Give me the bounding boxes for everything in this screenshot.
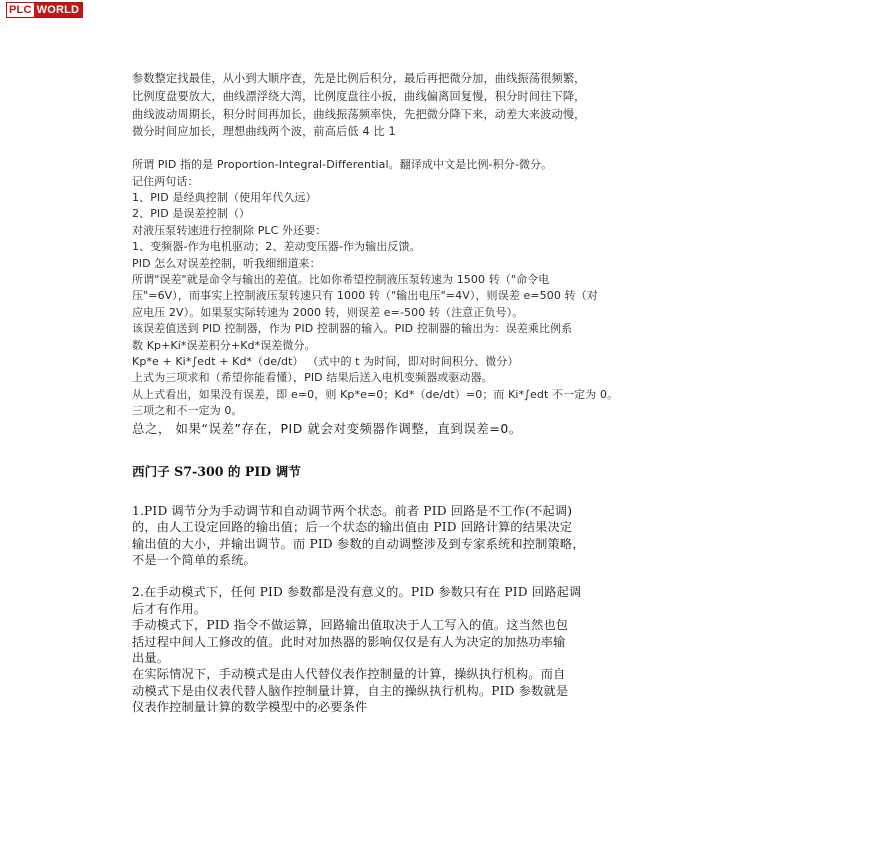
text-line: 记住两句话： xyxy=(132,174,199,188)
text-line: 动模式下是由仪表代替人脑作控制量计算，自主的操纵执行机构。PID 参数就是 xyxy=(132,683,569,698)
text-line: 1、PID 是经典控制（使用年代久远） xyxy=(132,191,317,204)
text-line: 手动模式下，PID 指令不做运算，回路输出值取决于人工写入的值。这当然也包 xyxy=(132,618,569,633)
text-line: PID 怎么对误差控制，听我细细道来： xyxy=(132,256,321,270)
text-line: 微分时间应加长，理想曲线两个波，前高后低 4 比 1 xyxy=(132,125,396,139)
text-line: 2、PID 是误差控制（） xyxy=(132,207,251,221)
text-line: 仪表作控制量计算的数学模型中的必要条件 xyxy=(132,700,368,715)
text-line: 数 Kp+Ki*误差积分+Kd*误差微分。 xyxy=(132,338,316,352)
logo-plc-text: PLC xyxy=(9,4,32,16)
text-line: 的，由人工设定回路的输出值；后一个状态的输出值由 PID 回路计算的结果决定 xyxy=(132,520,573,535)
text-line: 曲线波动周期长，积分时间再加长，曲线振荡频率快，先把微分降下来，动差大来波动慢， xyxy=(132,107,586,121)
text-line: 输出值的大小，并输出调节。而 PID 参数的自动调整涉及到专家系统和控制策略， xyxy=(132,536,585,551)
text-line: 后才有作用。 xyxy=(132,601,207,616)
text-line: 对液压泵转速进行控制除 PLC 外还要： xyxy=(132,223,327,237)
text-line: 不是一个简单的系统。 xyxy=(132,552,256,567)
text-line: 三项之和不一定为 0。 xyxy=(132,404,243,418)
text-line: 2.在手动模式下，任何 PID 参数都是没有意义的。PID 参数只有在 PID 回路起调 xyxy=(132,585,582,600)
siemens-paragraph-2 xyxy=(132,584,740,715)
siemens-paragraph-1 xyxy=(132,503,740,569)
text-line: 该误差值送到 PID 控制器，作为 PID 控制器的输入。PID 控制器的输出为：误差乘比例系 xyxy=(132,322,573,336)
plc-world-logo xyxy=(6,2,83,18)
formula-line: Kp*e + Ki*∫edt + Kd*（de/dt） （式中的 t 为时间，即对时间积分、微分） xyxy=(132,355,519,369)
logo-world-text: WORLD xyxy=(34,3,83,17)
document-body xyxy=(132,70,740,716)
text-line: 出量。 xyxy=(132,650,170,665)
text-line: 所谓"误差"就是命令与输出的差值。比如你希望控制液压泵转速为 1500 转（"命令电 xyxy=(132,273,550,287)
text-line: 所谓 PID 指的是 Proportion-Integral-Differential。翻译成中文是比例-积分-微分。 xyxy=(132,158,553,172)
text-line: 上式为三项求和（希望你能看懂），PID 结果后送入电机变频器或驱动器。 xyxy=(132,371,493,385)
text-line: 括过程中间人工修改的值。此时对加热器的影响仅仅是有人为决定的加热功率输 xyxy=(132,634,566,649)
text-line: 从上式看出，如果没有误差，即 e=0，则 Kp*e=0；Kd*（de/dt）=0；而 Ki*∫edt 不一定为 0。 xyxy=(132,387,619,401)
section-title: 西门子 S7-300 的 PID 调节 xyxy=(132,463,301,479)
summary-line: 总之， 如果“误差”存在，PID 就会对变频器作调整，直到误差=0。 xyxy=(132,420,522,436)
text-line: 应电压 2V）。如果泵实际转速为 2000 转，则误差 e=-500 转（注意正负号）。 xyxy=(132,305,524,319)
text-line: 比例度盘要放大，曲线漂浮绕大湾，比例度盘往小扳，曲线偏离回复慢，积分时间往下降， xyxy=(132,89,586,103)
text-line: 参数整定找最佳，从小到大顺序查，先是比例后积分，最后再把微分加，曲线振荡很频繁， xyxy=(132,72,586,85)
tuning-paragraph xyxy=(132,70,740,141)
text-line: 在实际情况下，手动模式是由人代替仪表作控制量的计算，操纵执行机构。而自 xyxy=(132,667,566,682)
text-line: 1、变频器-作为电机驱动；2、差动变压器-作为输出反馈。 xyxy=(132,240,421,254)
pid-explanation xyxy=(132,157,740,420)
text-line: 1.PID 调节分为手动调节和自动调节两个状态。前者 PID 回路是不工作(不起调) xyxy=(132,503,573,518)
text-line: 压"=6V），而事实上控制液压泵转速只有 1000 转（"输出电压"=4V），则误差 e=500 转（对 xyxy=(132,289,598,303)
